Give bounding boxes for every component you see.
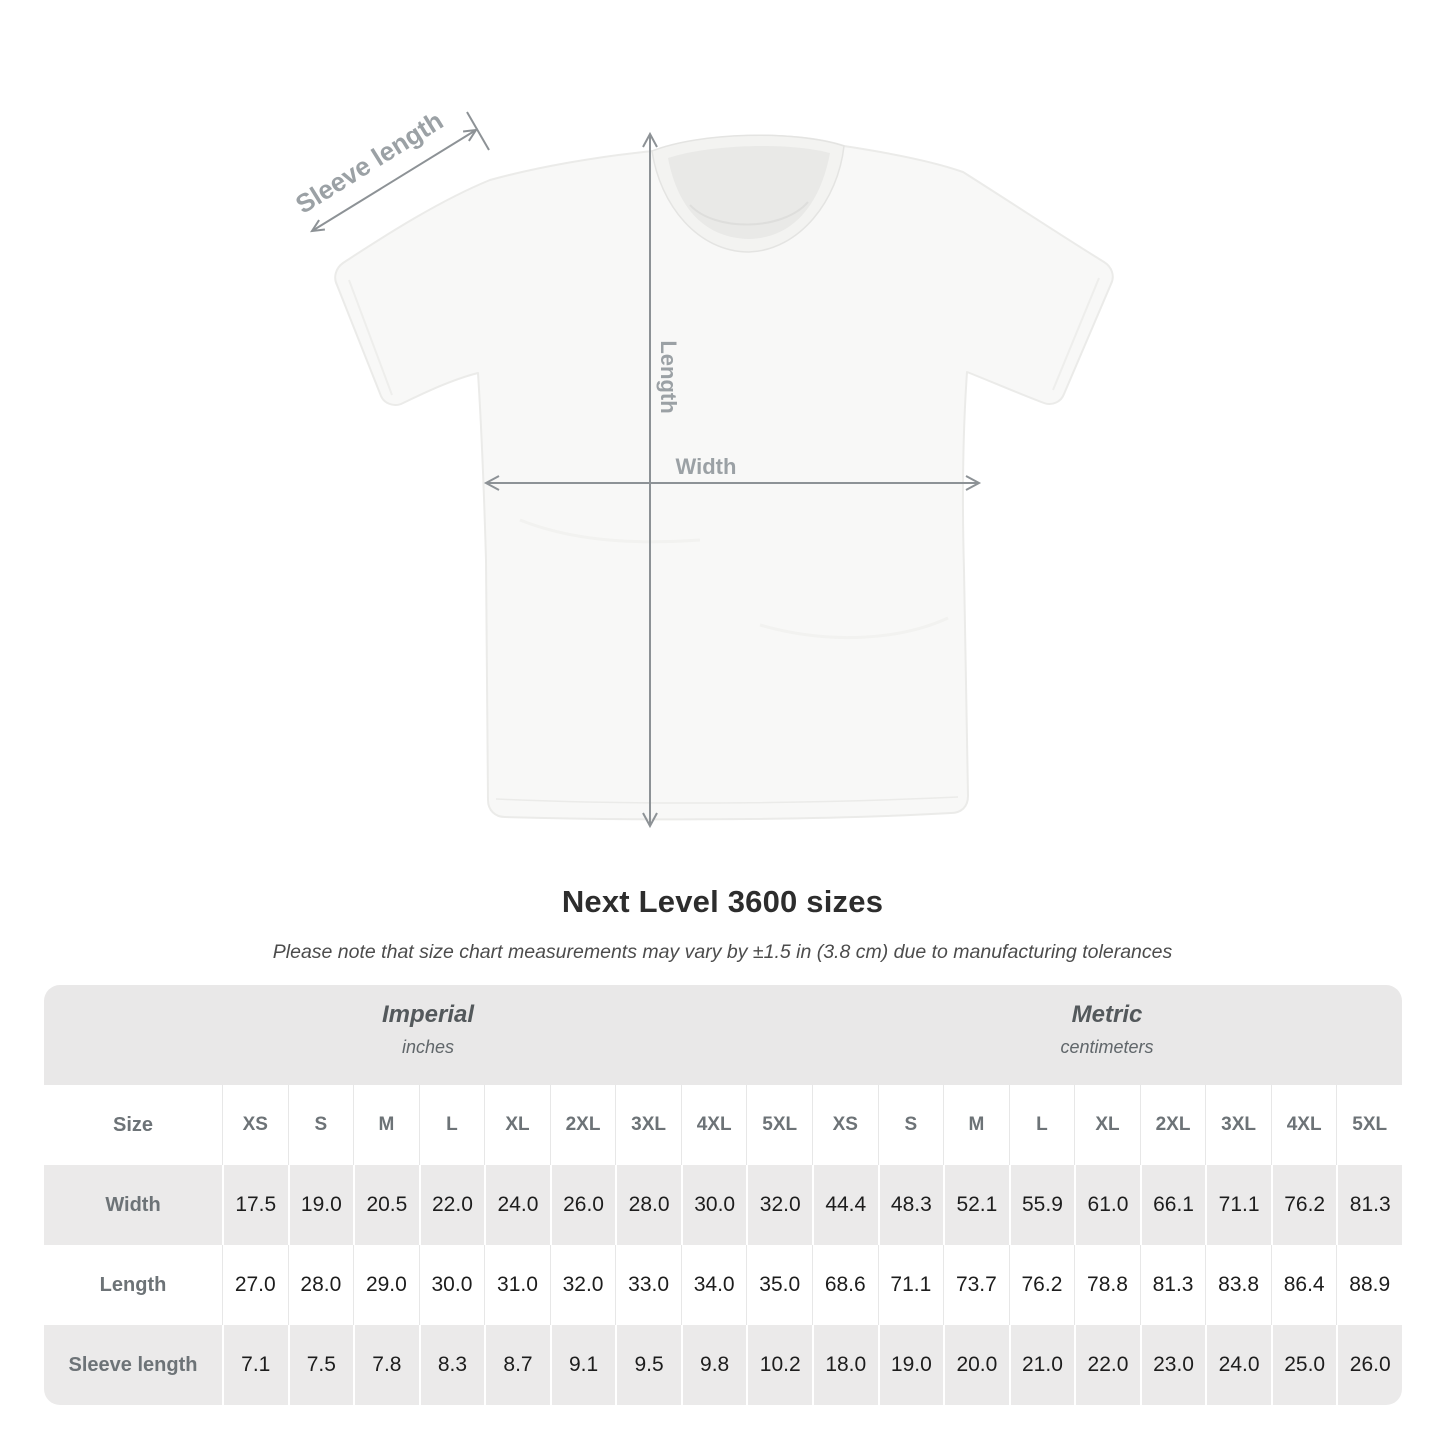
imperial-title: Imperial bbox=[381, 1001, 475, 1028]
imperial-size-col-header: S bbox=[288, 1085, 354, 1165]
row-label: Sleeve length bbox=[44, 1325, 222, 1405]
metric-value-cell: 83.8 bbox=[1205, 1245, 1271, 1325]
imperial-size-col-header: 5XL bbox=[746, 1085, 812, 1165]
imperial-value-cell: 27.0 bbox=[222, 1245, 288, 1325]
imperial-value-cell: 28.0 bbox=[615, 1165, 681, 1245]
metric-size-col-header: XS bbox=[812, 1085, 878, 1165]
metric-size-col-header: XL bbox=[1074, 1085, 1140, 1165]
page-title: Next Level 3600 sizes bbox=[561, 884, 884, 919]
metric-value-cell: 88.9 bbox=[1336, 1245, 1402, 1325]
metric-value-cell: 71.1 bbox=[878, 1245, 944, 1325]
imperial-value-cell: 24.0 bbox=[484, 1165, 550, 1245]
metric-value-cell: 76.2 bbox=[1009, 1245, 1075, 1325]
metric-section-header bbox=[812, 985, 1402, 1085]
metric-value-cell: 21.0 bbox=[1009, 1325, 1075, 1405]
metric-value-cell: 24.0 bbox=[1205, 1325, 1271, 1405]
metric-value-cell: 78.8 bbox=[1074, 1245, 1140, 1325]
metric-size-col-header: 3XL bbox=[1205, 1085, 1271, 1165]
imperial-value-cell: 33.0 bbox=[615, 1245, 681, 1325]
metric-value-cell: 81.3 bbox=[1140, 1245, 1206, 1325]
imperial-value-cell: 31.0 bbox=[484, 1245, 550, 1325]
metric-value-cell: 73.7 bbox=[943, 1245, 1009, 1325]
imperial-value-cell: 7.5 bbox=[288, 1325, 354, 1405]
imperial-size-col-header: 4XL bbox=[681, 1085, 747, 1165]
metric-size-col-header: 2XL bbox=[1140, 1085, 1206, 1165]
imperial-size-col-header: M bbox=[353, 1085, 419, 1165]
metric-value-cell: 19.0 bbox=[878, 1325, 944, 1405]
imperial-value-cell: 32.0 bbox=[550, 1245, 616, 1325]
imperial-value-cell: 34.0 bbox=[681, 1245, 747, 1325]
metric-size-col-header: L bbox=[1009, 1085, 1075, 1165]
imperial-value-cell: 17.5 bbox=[222, 1165, 288, 1245]
row-label: Width bbox=[44, 1165, 222, 1245]
imperial-value-cell: 9.1 bbox=[550, 1325, 616, 1405]
metric-title: Metric bbox=[1071, 1001, 1143, 1028]
imperial-value-cell: 8.7 bbox=[484, 1325, 550, 1405]
imperial-value-cell: 7.1 bbox=[222, 1325, 288, 1405]
metric-value-cell: 44.4 bbox=[812, 1165, 878, 1245]
size-table-grid bbox=[44, 985, 1402, 1405]
size-header-cell: Size bbox=[44, 1085, 222, 1165]
imperial-size-col-header: 3XL bbox=[615, 1085, 681, 1165]
metric-value-cell: 25.0 bbox=[1271, 1325, 1337, 1405]
imperial-value-cell: 9.8 bbox=[681, 1325, 747, 1405]
metric-value-cell: 18.0 bbox=[812, 1325, 878, 1405]
imperial-value-cell: 29.0 bbox=[353, 1245, 419, 1325]
width-label: Width bbox=[675, 454, 737, 479]
metric-value-cell: 61.0 bbox=[1074, 1165, 1140, 1245]
tolerance-note: Please note that size chart measurements may vary by ±1.5 in (3.8 cm) due to manufacturing tolerances bbox=[272, 941, 1173, 963]
metric-value-cell: 23.0 bbox=[1140, 1325, 1206, 1405]
imperial-value-cell: 7.8 bbox=[353, 1325, 419, 1405]
metric-value-cell: 55.9 bbox=[1009, 1165, 1075, 1245]
imperial-value-cell: 10.2 bbox=[746, 1325, 812, 1405]
length-label: Length bbox=[656, 340, 681, 414]
imperial-size-col-header: XL bbox=[484, 1085, 550, 1165]
metric-value-cell: 76.2 bbox=[1271, 1165, 1337, 1245]
metric-value-cell: 66.1 bbox=[1140, 1165, 1206, 1245]
imperial-size-col-header: XS bbox=[222, 1085, 288, 1165]
metric-value-cell: 20.0 bbox=[943, 1325, 1009, 1405]
metric-value-cell: 71.1 bbox=[1205, 1165, 1271, 1245]
metric-size-col-header: M bbox=[943, 1085, 1009, 1165]
metric-value-cell: 22.0 bbox=[1074, 1325, 1140, 1405]
imperial-value-cell: 30.0 bbox=[681, 1165, 747, 1245]
metric-value-cell: 86.4 bbox=[1271, 1245, 1337, 1325]
imperial-value-cell: 22.0 bbox=[419, 1165, 485, 1245]
metric-size-col-header: S bbox=[878, 1085, 944, 1165]
imperial-value-cell: 19.0 bbox=[288, 1165, 354, 1245]
metric-size-col-header: 4XL bbox=[1271, 1085, 1337, 1165]
metric-value-cell: 26.0 bbox=[1336, 1325, 1402, 1405]
imperial-value-cell: 35.0 bbox=[746, 1245, 812, 1325]
sleeve-length-label: Sleeve length bbox=[290, 105, 449, 220]
imperial-unit: inches bbox=[401, 1037, 455, 1057]
imperial-value-cell: 20.5 bbox=[353, 1165, 419, 1245]
imperial-value-cell: 26.0 bbox=[550, 1165, 616, 1245]
metric-value-cell: 81.3 bbox=[1336, 1165, 1402, 1245]
imperial-value-cell: 9.5 bbox=[615, 1325, 681, 1405]
imperial-value-cell: 32.0 bbox=[746, 1165, 812, 1245]
metric-value-cell: 68.6 bbox=[812, 1245, 878, 1325]
imperial-size-col-header: L bbox=[419, 1085, 485, 1165]
metric-unit: centimeters bbox=[1060, 1037, 1154, 1057]
imperial-section-header bbox=[44, 985, 812, 1085]
row-label: Length bbox=[44, 1245, 222, 1325]
imperial-value-cell: 8.3 bbox=[419, 1325, 485, 1405]
metric-value-cell: 52.1 bbox=[943, 1165, 1009, 1245]
imperial-size-col-header: 2XL bbox=[550, 1085, 616, 1165]
imperial-value-cell: 28.0 bbox=[288, 1245, 354, 1325]
metric-value-cell: 48.3 bbox=[878, 1165, 944, 1245]
metric-size-col-header: 5XL bbox=[1336, 1085, 1402, 1165]
imperial-value-cell: 30.0 bbox=[419, 1245, 485, 1325]
